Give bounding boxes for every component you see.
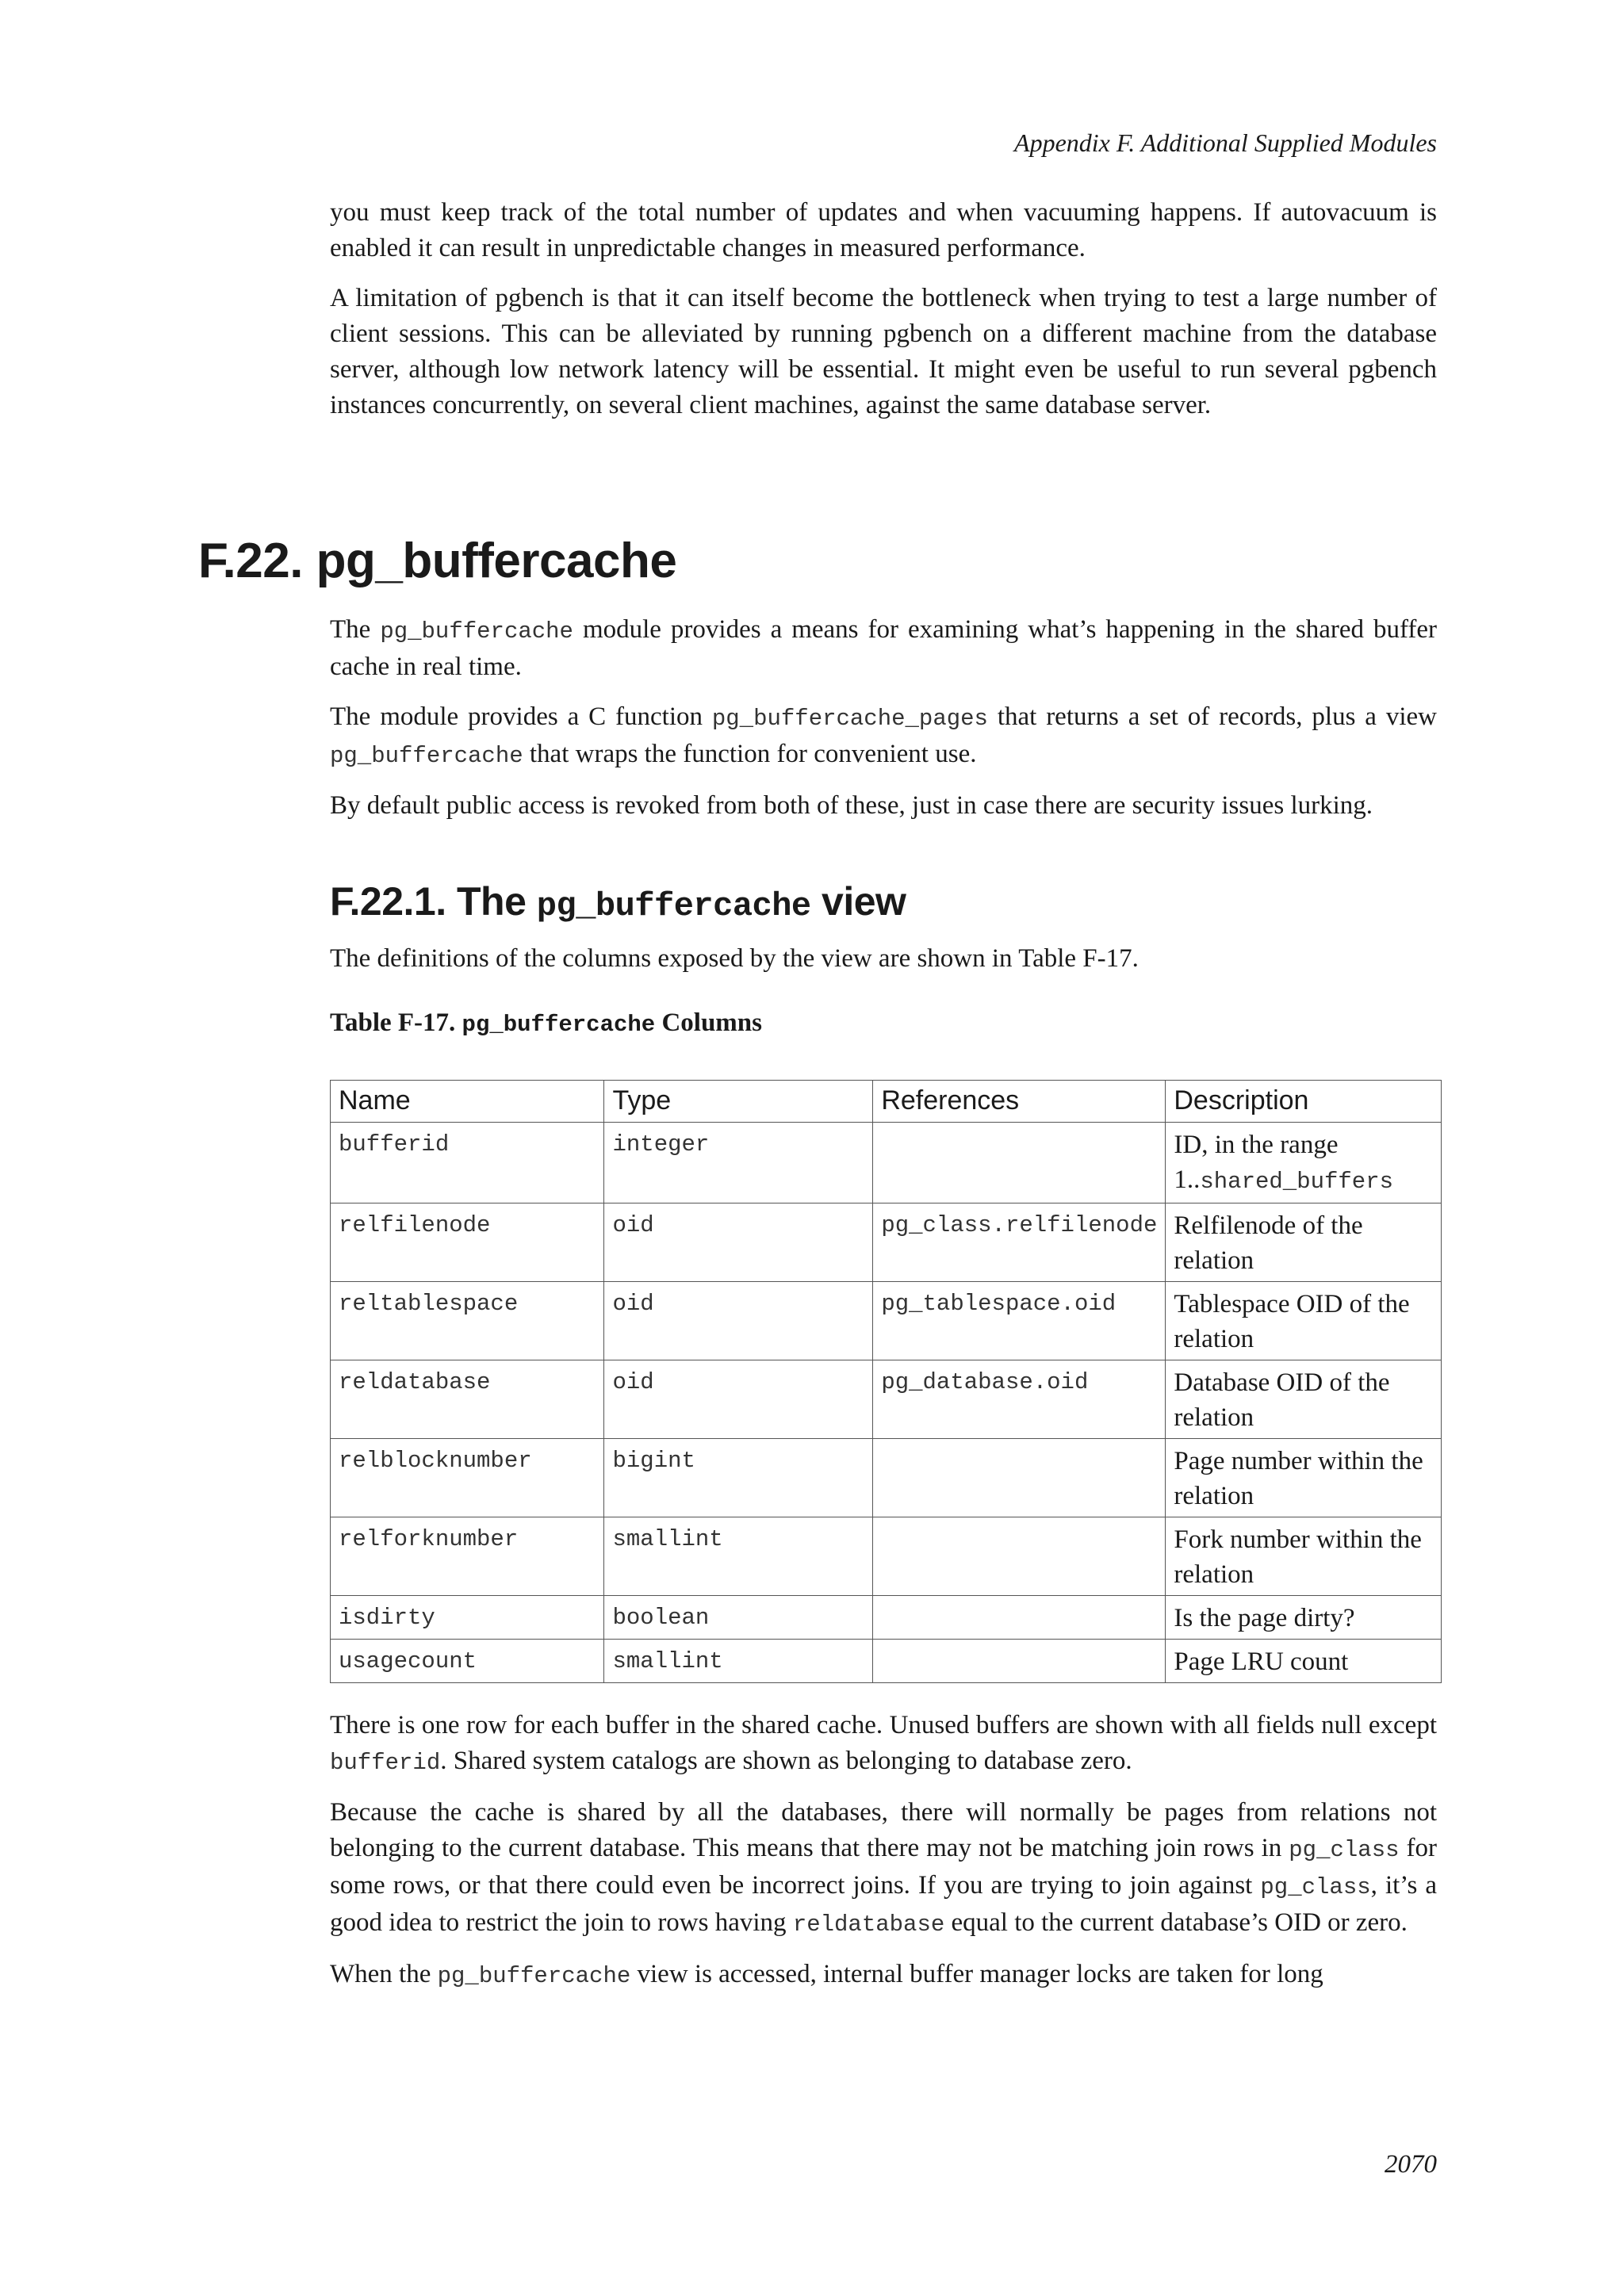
column-header-name: Name	[331, 1081, 604, 1123]
cell-name: relforknumber	[331, 1517, 604, 1596]
table-row	[331, 1517, 1442, 1596]
inline-code: pg_buffercache	[462, 1012, 656, 1038]
inline-code: pg_buffercache	[437, 1963, 631, 1989]
inline-code: pg_buffercache	[380, 618, 573, 645]
inline-code: pg_buffercache	[330, 743, 523, 769]
cell-references	[873, 1517, 1166, 1596]
cell-name: isdirty	[331, 1596, 604, 1640]
inline-code: reldatabase	[792, 1911, 945, 1938]
cell-description	[1166, 1517, 1442, 1596]
text-run: The	[330, 615, 381, 644]
running-header: Appendix F. Additional Supplied Modules	[1014, 128, 1437, 157]
text-run: , it’s a good idea to restrict the join to rows having	[330, 1871, 1437, 1937]
section-paragraph-3: By default public access is revoked from both of these, just in case there are security issues lurking.	[330, 791, 1373, 820]
column-header-description: Description	[1166, 1081, 1442, 1123]
cell-references: pg_class.relfilenode	[873, 1203, 1166, 1282]
after-table-block	[330, 1708, 1437, 1994]
cell-description	[1166, 1640, 1442, 1683]
table-row	[331, 1123, 1442, 1203]
text-run: module provides a means for examining what’s happening in the shared buffer cache in real time.	[330, 615, 1438, 681]
cell-description	[1166, 1596, 1442, 1640]
after-paragraph-2	[330, 1795, 1437, 1942]
text-run: Page number within the relation	[1174, 1447, 1423, 1510]
column-header-references: References	[873, 1081, 1166, 1123]
intro-block	[330, 195, 1437, 423]
inline-code: pg_buffercache_pages	[711, 706, 988, 732]
cell-references	[873, 1123, 1166, 1203]
cell-description	[1166, 1439, 1442, 1517]
inline-code: pg_class	[1260, 1874, 1371, 1900]
cell-name: reltablespace	[331, 1282, 604, 1360]
text-run: that wraps the function for convenient use.	[523, 740, 977, 768]
table-header-row	[331, 1081, 1442, 1123]
text-run: view is accessed, internal buffer manager locks are taken for long	[630, 1960, 1323, 1988]
column-header-type: Type	[604, 1081, 873, 1123]
cell-name: usagecount	[331, 1640, 604, 1683]
cell-type: integer	[604, 1123, 873, 1203]
text-run: The module provides a C function	[330, 702, 712, 731]
after-paragraph-3	[330, 1957, 1437, 1994]
cell-references	[873, 1596, 1166, 1640]
table-row	[331, 1203, 1442, 1282]
text-run: . Shared system catalogs are shown as belonging to database zero.	[440, 1747, 1132, 1775]
table-row	[331, 1282, 1442, 1360]
cell-type: oid	[604, 1360, 873, 1439]
cell-references	[873, 1640, 1166, 1683]
subsection-intro: The definitions of the columns exposed by the view are shown in Table F-17.	[330, 944, 1139, 973]
cell-name: relfilenode	[331, 1203, 604, 1282]
intro-paragraph-2: A limitation of pgbench is that it can itself become the bottleneck when trying to test a large number of client sessions. This can be alleviated by running pgbench on a different machine from the database server, although low network latency will be essential. It might even be useful to run several pgbench instances concurrently, on several client machines, against the same database server.	[330, 284, 1437, 419]
cell-description	[1166, 1123, 1442, 1203]
text-run: Relfilenode of the relation	[1174, 1211, 1363, 1275]
section-paragraph-1	[330, 612, 1437, 685]
text-run: When the	[330, 1960, 438, 1988]
text-run: There is one row for each buffer in the shared cache. Unused buffers are shown with all fields null except	[330, 1711, 1437, 1739]
cell-name: relblocknumber	[331, 1439, 604, 1517]
table-row	[331, 1360, 1442, 1439]
text-run: equal to the current database’s OID or zero.	[944, 1908, 1408, 1937]
cell-description	[1166, 1203, 1442, 1282]
text-run: that returns a set of records, plus a view	[987, 702, 1437, 731]
intro-paragraph-1: you must keep track of the total number of updates and when vacuuming happens. If autovacuum is enabled it can result in unpredictable changes in measured performance.	[330, 198, 1437, 262]
text-run: Table F-17.	[330, 1008, 462, 1037]
inline-code: shared_buffers	[1200, 1169, 1394, 1195]
subsection-block	[330, 878, 1437, 1038]
text-run: ID, in the range 1..	[1174, 1131, 1339, 1194]
cell-references: pg_database.oid	[873, 1360, 1166, 1439]
cell-name: bufferid	[331, 1123, 604, 1203]
text-run: Because the cache is shared by all the databases, there will normally be pages from relations not belonging to the current database. This means that there may not be matching join rows in	[330, 1798, 1437, 1862]
cell-type: boolean	[604, 1596, 873, 1640]
text-run: Page LRU count	[1174, 1647, 1349, 1676]
text-run: Fork number within the relation	[1174, 1525, 1422, 1589]
section-intro-block	[330, 612, 1437, 824]
text-run: Tablespace OID of the relation	[1174, 1290, 1410, 1353]
text-run: F.22.1. The	[330, 879, 537, 924]
text-run: for some rows, or that there could even be incorrect joins. If you are trying to join against	[330, 1834, 1438, 1900]
table-row	[331, 1439, 1442, 1517]
subsection-title	[330, 878, 1437, 925]
text-run: Is the page dirty?	[1174, 1604, 1355, 1632]
cell-type: oid	[604, 1203, 873, 1282]
cell-description	[1166, 1360, 1442, 1439]
cell-description	[1166, 1282, 1442, 1360]
table-row	[331, 1640, 1442, 1683]
text-run: view	[810, 879, 906, 924]
table-caption	[330, 1008, 1437, 1038]
cell-type: oid	[604, 1282, 873, 1360]
table-body	[331, 1123, 1442, 1683]
page-number: 2070	[1385, 2150, 1437, 2179]
cell-references: pg_tablespace.oid	[873, 1282, 1166, 1360]
section-paragraph-2	[330, 699, 1437, 774]
cell-type: smallint	[604, 1517, 873, 1596]
cell-type: smallint	[604, 1640, 873, 1683]
inline-code: pg_class	[1289, 1837, 1400, 1863]
text-run: Database OID of the relation	[1174, 1368, 1390, 1432]
inline-code: pg_buffercache	[536, 887, 811, 925]
section-title: F.22. pg_buffercache	[198, 534, 677, 588]
table-row	[331, 1596, 1442, 1640]
after-paragraph-1	[330, 1708, 1437, 1781]
table-container	[330, 1080, 1442, 1683]
cell-name: reldatabase	[331, 1360, 604, 1439]
text-run: Columns	[655, 1008, 762, 1037]
columns-table	[330, 1080, 1442, 1683]
cell-references	[873, 1439, 1166, 1517]
inline-code: bufferid	[330, 1750, 441, 1776]
cell-type: bigint	[604, 1439, 873, 1517]
